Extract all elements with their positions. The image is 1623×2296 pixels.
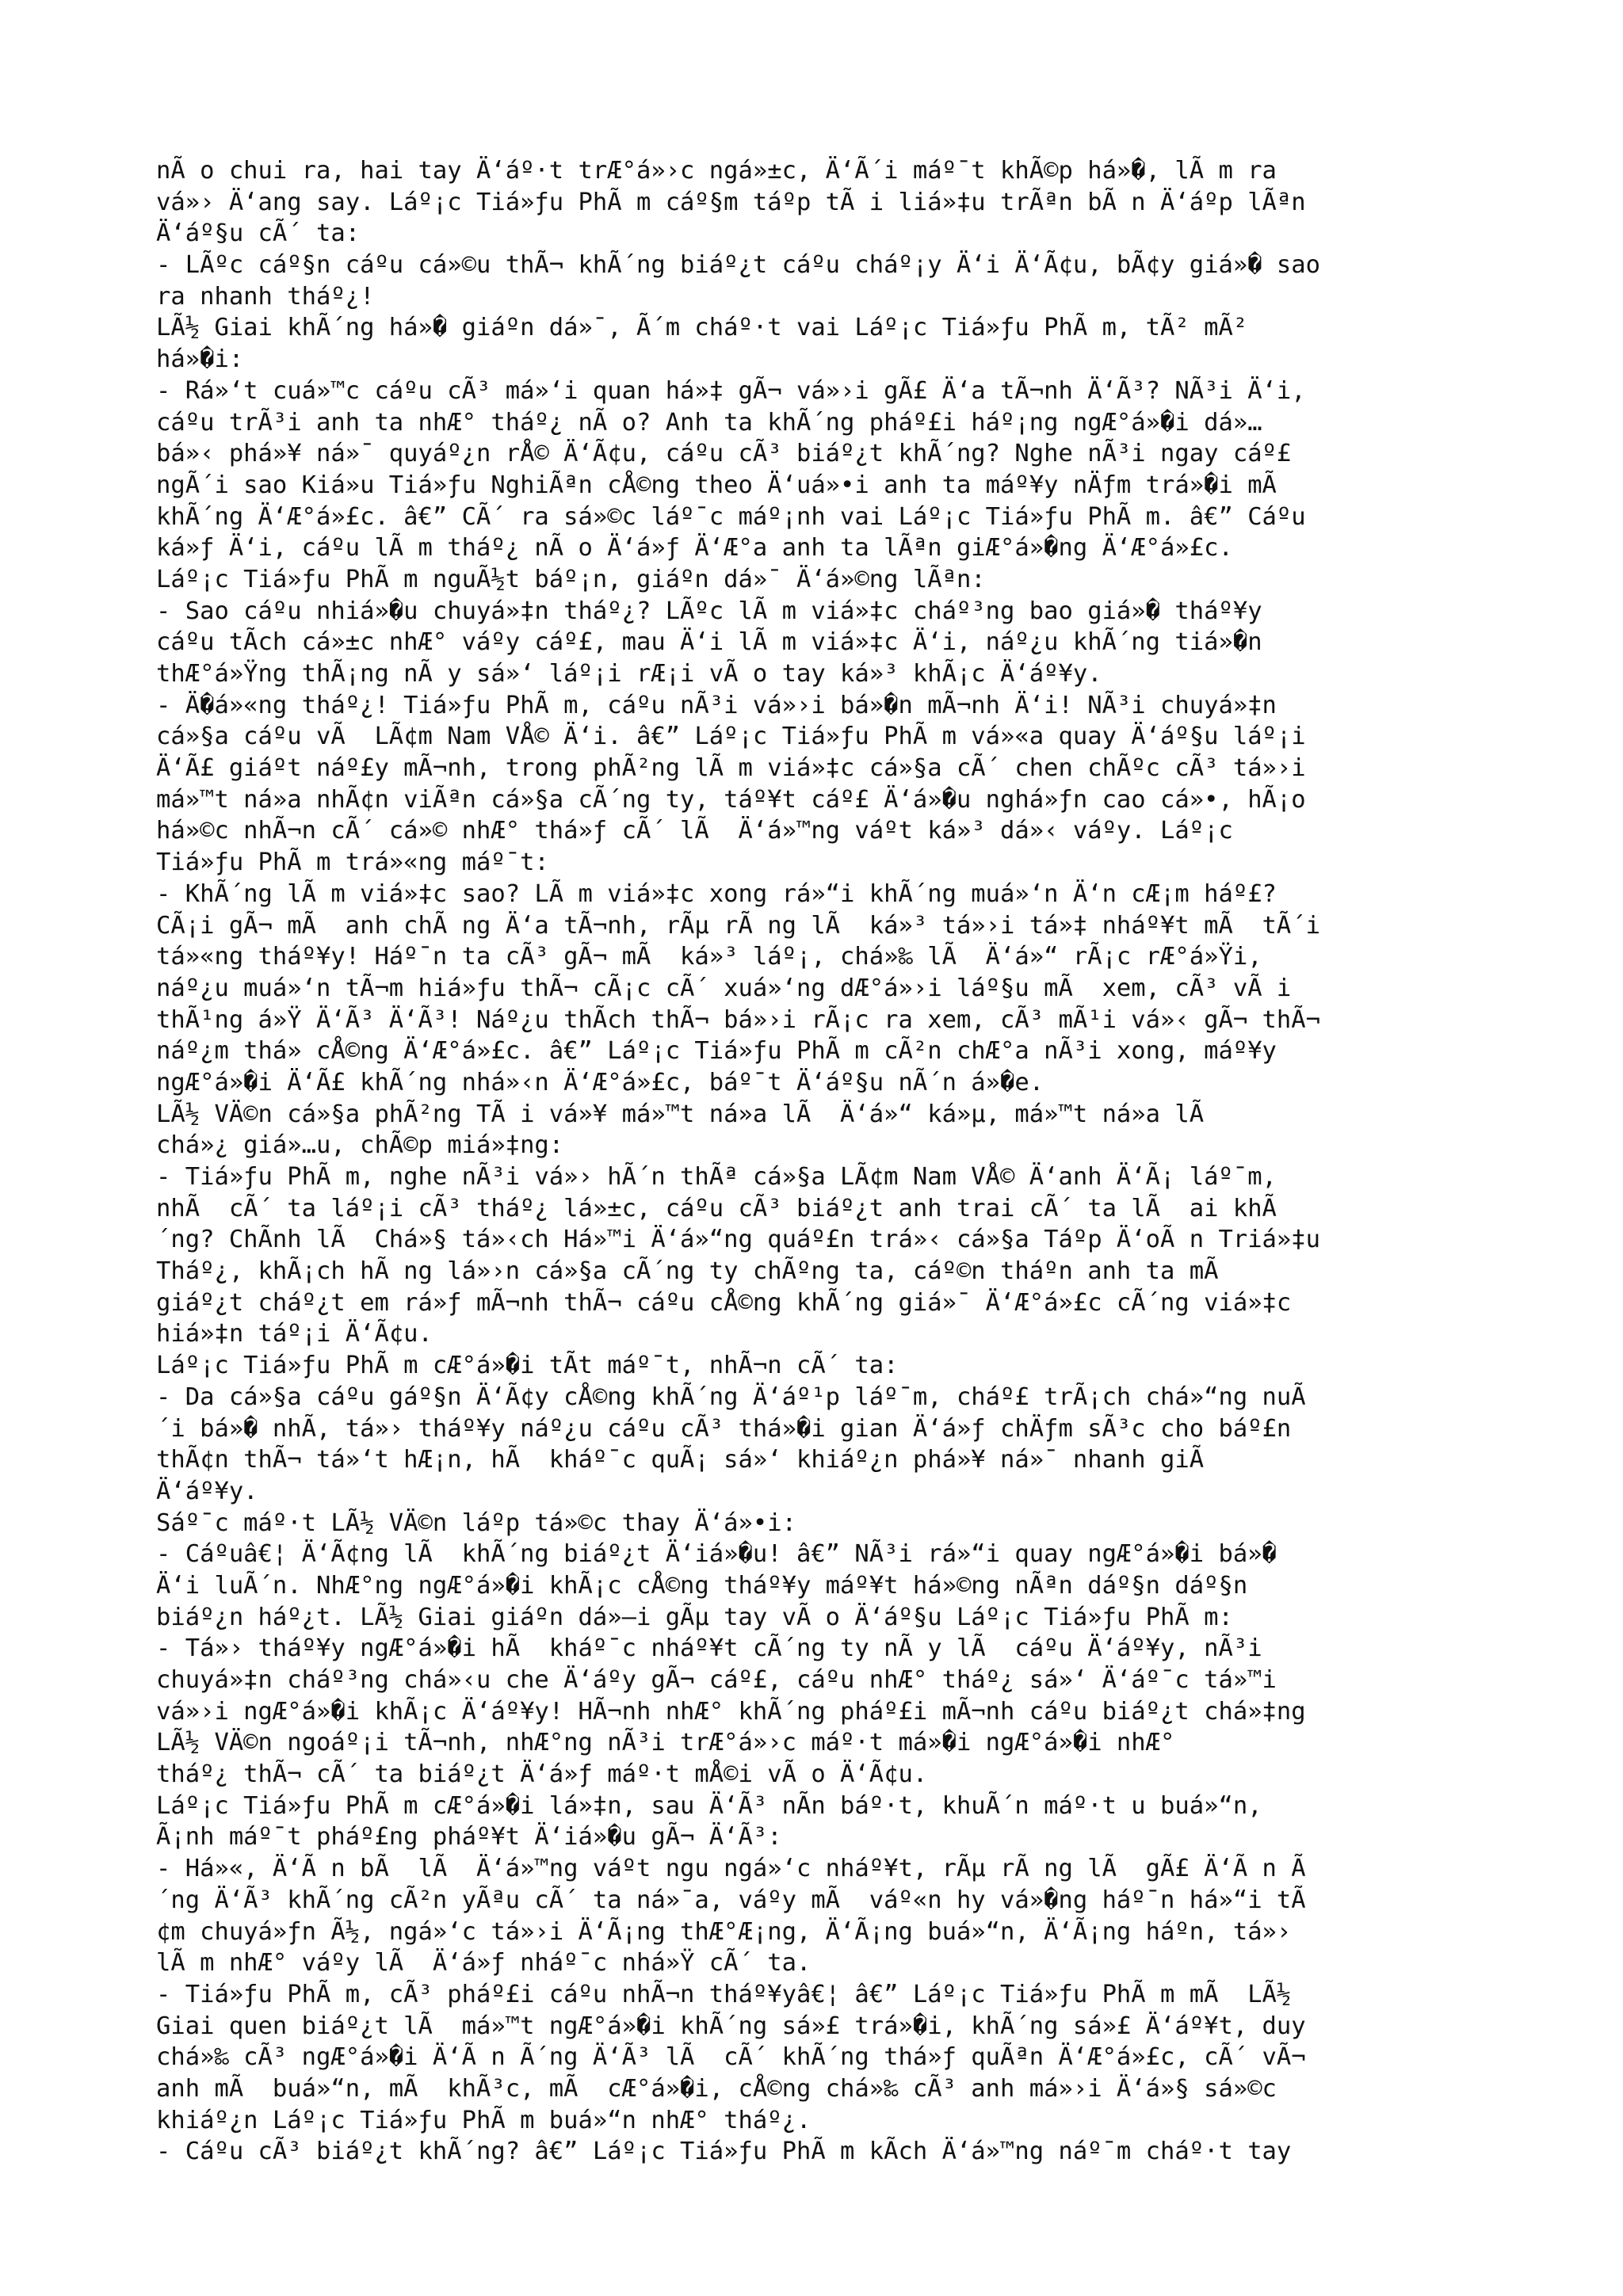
text-line: Ä‘Ã£ giáºt náº£y mÃ¬nh, trong phÃ²ng lÃ m viá»‡c cá»§a cÃ´ chen chÃºc cÃ³ tá»›i — [156, 754, 1306, 783]
text-line: nÃ o chui ra, hai tay Ä‘áº·t trÆ°á»›c ngá»±c, Ä‘Ã´i máº¯t khÃ©p há»�, lÃ m ra — [156, 157, 1277, 185]
text-line: ´ng Ä‘Ã³ khÃ´ng cÃ²n yÃªu cÃ´ ta ná»¯a, váºy mÃ váº«n hy vá»�ng háº¯n há»“i tÃ — [156, 1886, 1306, 1914]
text-line: tá»«ng tháº¥y! Háº¯n ta cÃ³ gÃ¬ mÃ ká»³ láº¡, chá»‰ lÃ Ä‘á»“ rÃ¡c rÆ°á»Ÿi, — [156, 943, 1262, 971]
text-line: thÆ°á»Ÿng thÃ¡ng nÃ y sá»‘ láº¡i rÆ¡i vÃ o tay ká»³ khÃ¡c Ä‘áº¥y. — [156, 660, 1102, 688]
text-line: CÃ¡i gÃ¬ mÃ anh chÃ ng Ä‘a tÃ¬nh, rÃµ rÃ ng lÃ ká»³ tá»›i tá»‡ nháº¥t mÃ tÃ´i — [156, 911, 1321, 940]
text-line: nhÃ cÃ´ ta láº¡i cÃ³ tháº¿ lá»±c, cáºu cÃ³ biáº¿t anh trai cÃ´ ta lÃ ai khÃ — [156, 1194, 1277, 1222]
text-line: ngÆ°á»�i Ä‘Ã£ khÃ´ng nhá»‹n Ä‘Æ°á»£c, báº¯t Ä‘áº§u nÃ´n á»�e. — [156, 1068, 1044, 1097]
text-line: LÃ½ Giai khÃ´ng há»� giáºn dá»¯, Ã´m cháº·t vai Láº¡c Tiá»ƒu PhÃ m, tÃ² mÃ² — [156, 314, 1248, 342]
text-line: ra nhanh tháº¿! — [156, 282, 375, 311]
text-line: ¢m chuyá»ƒn Ã½, ngá»‘c tá»›i Ä‘Ã¡ng thÆ°Æ¡ng, Ä‘Ã¡ng buá»“n, Ä‘Ã¡ng háºn, tá»› — [156, 1917, 1292, 1946]
text-line: - Sao cáºu nhiá»�u chuyá»‡n tháº¿? LÃºc lÃ m viá»‡c cháº³ng bao giá»� tháº¥y — [156, 597, 1262, 625]
text-line: náº¿u muá»‘n tÃ¬m hiá»ƒu thÃ¬ cÃ¡c cÃ´ xuá»‘ng dÆ°á»›i láº§u mÃ xem, cÃ³ vÃ i — [156, 974, 1292, 1002]
text-line: Ä‘áº¥y. — [156, 1477, 258, 1505]
text-line: khÃ´ng Ä‘Æ°á»£c. â€” CÃ´ ra sá»©c láº¯c máº¡nh vai Láº¡c Tiá»ƒu PhÃ m. â€” Cáºu — [156, 502, 1306, 531]
text-line: LÃ½ VÄ©n ngoáº¡i tÃ¬nh, nhÆ°ng nÃ³i trÆ°á»›c máº·t má»�i ngÆ°á»�i nhÆ° — [156, 1729, 1175, 1757]
text-line: LÃ½ VÄ©n cá»§a phÃ²ng TÃ i vá»¥ má»™t ná»a lÃ Ä‘á»“ ká»µ, má»™t ná»a lÃ — [156, 1100, 1205, 1128]
text-line: - Tiá»ƒu PhÃ m, nghe nÃ³i vá»› hÃ´n thÃª cá»§a LÃ¢m Nam VÅ© Ä‘anh Ä‘Ã¡ láº¯m, — [156, 1163, 1277, 1191]
text-line: ká»ƒ Ä‘i, cáºu lÃ m tháº¿ nÃ o Ä‘á»ƒ Ä‘Æ°a anh ta lÃªn giÆ°á»�ng Ä‘Æ°á»£c. — [156, 534, 1233, 563]
text-line: khiáº¿n Láº¡c Tiá»ƒu PhÃ m buá»“n nhÆ° tháº¿. — [156, 2106, 812, 2134]
text-line: - Cáºu cÃ³ biáº¿t khÃ´ng? â€” Láº¡c Tiá»ƒu PhÃ m kÃch Ä‘á»™ng náº¯m cháº·t tay — [156, 2138, 1292, 2166]
text-line: thÃ¢n thÃ¬ tá»‘t hÆ¡n, hÃ kháº¯c quÃ¡ sá»‘ khiáº¿n phá»¥ ná»¯ nhanh giÃ — [156, 1446, 1205, 1474]
text-line: cá»§a cáºu vÃ LÃ¢m Nam VÅ© Ä‘i. â€” Láº¡c Tiá»ƒu PhÃ m vá»«a quay Ä‘áº§u láº¡i — [156, 723, 1306, 751]
text-line: Ã¡nh máº¯t pháº£ng pháº¥t Ä‘iá»�u gÃ¬ Ä‘Ã³: — [156, 1823, 782, 1852]
text-line: má»™t ná»a nhÃ¢n viÃªn cá»§a cÃ´ng ty, táº¥t cáº£ Ä‘á»�u nghá»ƒn cao cá»•, hÃ¡o — [156, 785, 1306, 814]
text-line: chá»‰ cÃ³ ngÆ°á»�i Ä‘Ã n Ã´ng Ä‘Ã³ lÃ cÃ´ khÃ´ng thá»ƒ quÃªn Ä‘Æ°á»£c, cÃ´ vÃ¬ — [156, 2043, 1306, 2072]
text-line: Ä‘áº§u cÃ´ ta: — [156, 219, 361, 248]
text-line: vá»›i ngÆ°á»�i khÃ¡c Ä‘áº¥y! HÃ¬nh nhÆ° khÃ´ng pháº£i mÃ¬nh cáºu biáº¿t chá»‡ng — [156, 1697, 1306, 1726]
text-line: náº¿m thá» cÅ©ng Ä‘Æ°á»£c. â€” Láº¡c Tiá»ƒu PhÃ m cÃ²n chÆ°a nÃ³i xong, máº¥y — [156, 1037, 1277, 1066]
text-line: Tiá»ƒu PhÃ m trá»«ng máº¯t: — [156, 849, 549, 877]
text-line: chuyá»‡n cháº³ng chá»‹u che Ä‘áºy gÃ¬ cáº£, cáºu nhÆ° tháº¿ sá»‘ Ä‘áº¯c tá»™i — [156, 1666, 1277, 1694]
text-line: - Tiá»ƒu PhÃ m, cÃ³ pháº£i cáºu nhÃ¬n tháº¥yâ€¦ â€” Láº¡c Tiá»ƒu PhÃ m mÃ LÃ½ — [156, 1980, 1292, 2008]
text-line: cáºu tÃch cá»±c nhÆ° váºy cáº£, mau Ä‘i lÃ m viá»‡c Ä‘i, náº¿u khÃ´ng tiá»�n — [156, 628, 1262, 657]
text-line: ´i bá»� nhÃ, tá»› tháº¥y náº¿u cáºu cÃ³ thá»�i gian Ä‘á»ƒ chÄƒm sÃ³c cho báº£n — [156, 1414, 1292, 1443]
text-line: biáº¿n háº¿t. LÃ½ Giai giáºn dá»—i gÃµ tay vÃ o Ä‘áº§u Láº¡c Tiá»ƒu PhÃ m: — [156, 1603, 1233, 1631]
text-line: - Tá»› tháº¥y ngÆ°á»�i hÃ kháº¯c nháº¥t cÃ´ng ty nÃ y lÃ cáºu Ä‘áº¥y, nÃ³i — [156, 1634, 1262, 1663]
text-line: Giai quen biáº¿t lÃ má»™t ngÆ°á»�i khÃ´ng sá»£ trá»�i, khÃ´ng sá»£ Ä‘áº¥t, duy — [156, 2012, 1306, 2040]
text-line: tháº¿ thÃ¬ cÃ´ ta biáº¿t Ä‘á»ƒ máº·t mÅ©i vÃ o Ä‘Ã¢u. — [156, 1760, 928, 1789]
text-line: - LÃºc cáº§n cáºu cá»©u thÃ¬ khÃ´ng biáº¿t cáºu cháº¡y Ä‘i Ä‘Ã¢u, bÃ¢y giá»� sao — [156, 251, 1321, 280]
text-line: Tháº¿, khÃ¡ch hÃ ng lá»›n cá»§a cÃ´ng ty chÃºng ta, cáº©n tháºn anh ta mÃ — [156, 1257, 1219, 1286]
text-line: - Ä�á»«ng tháº¿! Tiá»ƒu PhÃ m, cáºu nÃ³i vá»›i bá»�n mÃ¬nh Ä‘i! NÃ³i chuyá»‡n — [156, 691, 1277, 719]
text-line: ´ng? ChÃnh lÃ Chá»§ tá»‹ch Há»™i Ä‘á»“ng quáº£n trá»‹ cá»§a Táºp Ä‘oÃ n Triá»‡u — [156, 1226, 1321, 1254]
text-line: lÃ m nhÆ° váºy lÃ Ä‘á»ƒ nháº¯c nhá»Ÿ cÃ´ ta. — [156, 1949, 812, 1978]
text-line: anh mÃ buá»“n, mÃ khÃ³c, mÃ cÆ°á»�i, cÅ©ng chá»‰ cÃ³ anh má»›i Ä‘á»§ sá»©c — [156, 2074, 1277, 2103]
text-line: Ä‘i luÃ´n. NhÆ°ng ngÆ°á»�i khÃ¡c cÅ©ng tháº¥y máº¥t há»©ng nÃªn dáº§n dáº§n — [156, 1571, 1248, 1600]
text-line: há»©c nhÃ¬n cÃ´ cá»© nhÆ° thá»ƒ cÃ´ lÃ Ä‘á»™ng váºt ká»³ dá»‹ váºy. Láº¡c — [156, 817, 1233, 845]
text-line: Láº¡c Tiá»ƒu PhÃ m cÆ°á»�i lá»‡n, sau Ä‘Ã³ nÃn báº·t, khuÃ´n máº·t u buá»“n, — [156, 1791, 1262, 1820]
text-line: Sáº¯c máº·t LÃ½ VÄ©n láºp tá»©c thay Ä‘á»•i: — [156, 1508, 796, 1537]
text-line: cáºu trÃ³i anh ta nhÆ° tháº¿ nÃ o? Anh ta khÃ´ng pháº£i háº¡ng ngÆ°á»�i dá»… — [156, 408, 1262, 437]
text-line: - KhÃ´ng lÃ m viá»‡c sao? LÃ m viá»‡c xong rá»“i khÃ´ng muá»‘n Ä‘n cÆ¡m háº£? — [156, 879, 1277, 908]
text-line: bá»‹ phá»¥ ná»¯ quyáº¿n rÅ© Ä‘Ã¢u, cáºu cÃ³ biáº¿t khÃ´ng? Nghe nÃ³i ngay cáº£ — [156, 440, 1292, 468]
text-line: Láº¡c Tiá»ƒu PhÃ m cÆ°á»�i tÃt máº¯t, nhÃ¬n cÃ´ ta: — [156, 1352, 899, 1380]
text-line: - Cáºuâ€¦ Ä‘Ã¢ng lÃ khÃ´ng biáº¿t Ä‘iá»�u! â€” NÃ³i rá»“i quay ngÆ°á»�i bá»� — [156, 1540, 1277, 1569]
text-line: ngÃ´i sao Kiá»u Tiá»ƒu NghiÃªn cÅ©ng theo Ä‘uá»•i anh ta máº¥y nÄƒm trá»�i mÃ — [156, 471, 1277, 499]
text-line: - Da cá»§a cáºu gáº§n Ä‘Ã¢y cÅ©ng khÃ´ng Ä‘áº¹p láº¯m, cháº£ trÃ¡ch chá»“ng nuÃ — [156, 1383, 1306, 1411]
text-line: - Rá»‘t cuá»™c cáºu cÃ³ má»‘i quan há»‡ gÃ¬ vá»›i gÃ£ Ä‘a tÃ¬nh Ä‘Ã³? NÃ³i Ä‘i, — [156, 376, 1306, 405]
text-line: giáº¿t cháº¿t em rá»ƒ mÃ¬nh thÃ¬ cáºu cÅ©ng khÃ´ng giá»¯ Ä‘Æ°á»£c cÃ´ng viá»‡c — [156, 1288, 1292, 1317]
text-line: chá»¿ giá»…u, chÃ©p miá»‡ng: — [156, 1131, 564, 1160]
text-line: thÃ¹ng á»Ÿ Ä‘Ã³ Ä‘Ã³! Náº¿u thÃch thÃ¬ bá»›i rÃ¡c ra xem, cÃ³ mÃ¹i vá»‹ gÃ¬ thÃ¬ — [156, 1005, 1321, 1034]
text-line: Láº¡c Tiá»ƒu PhÃ m nguÃ½t báº¡n, giáºn dá»¯ Ä‘á»©ng lÃªn: — [156, 565, 986, 593]
text-line: hiá»‡n táº¡i Ä‘Ã¢u. — [156, 1320, 433, 1348]
document-page — [156, 155, 1487, 2168]
text-line: - Há»«, Ä‘Ã n bÃ lÃ Ä‘á»™ng váºt ngu ngá»‘c nháº¥t, rÃµ rÃ ng lÃ gÃ£ Ä‘Ã n Ã — [156, 1855, 1306, 1883]
text-line: há»�i: — [156, 345, 244, 374]
text-line: vá»› Ä‘ang say. Láº¡c Tiá»ƒu PhÃ m cáº§m táºp tÃ i liá»‡u trÃªn bÃ n Ä‘áºp lÃªn — [156, 188, 1306, 216]
